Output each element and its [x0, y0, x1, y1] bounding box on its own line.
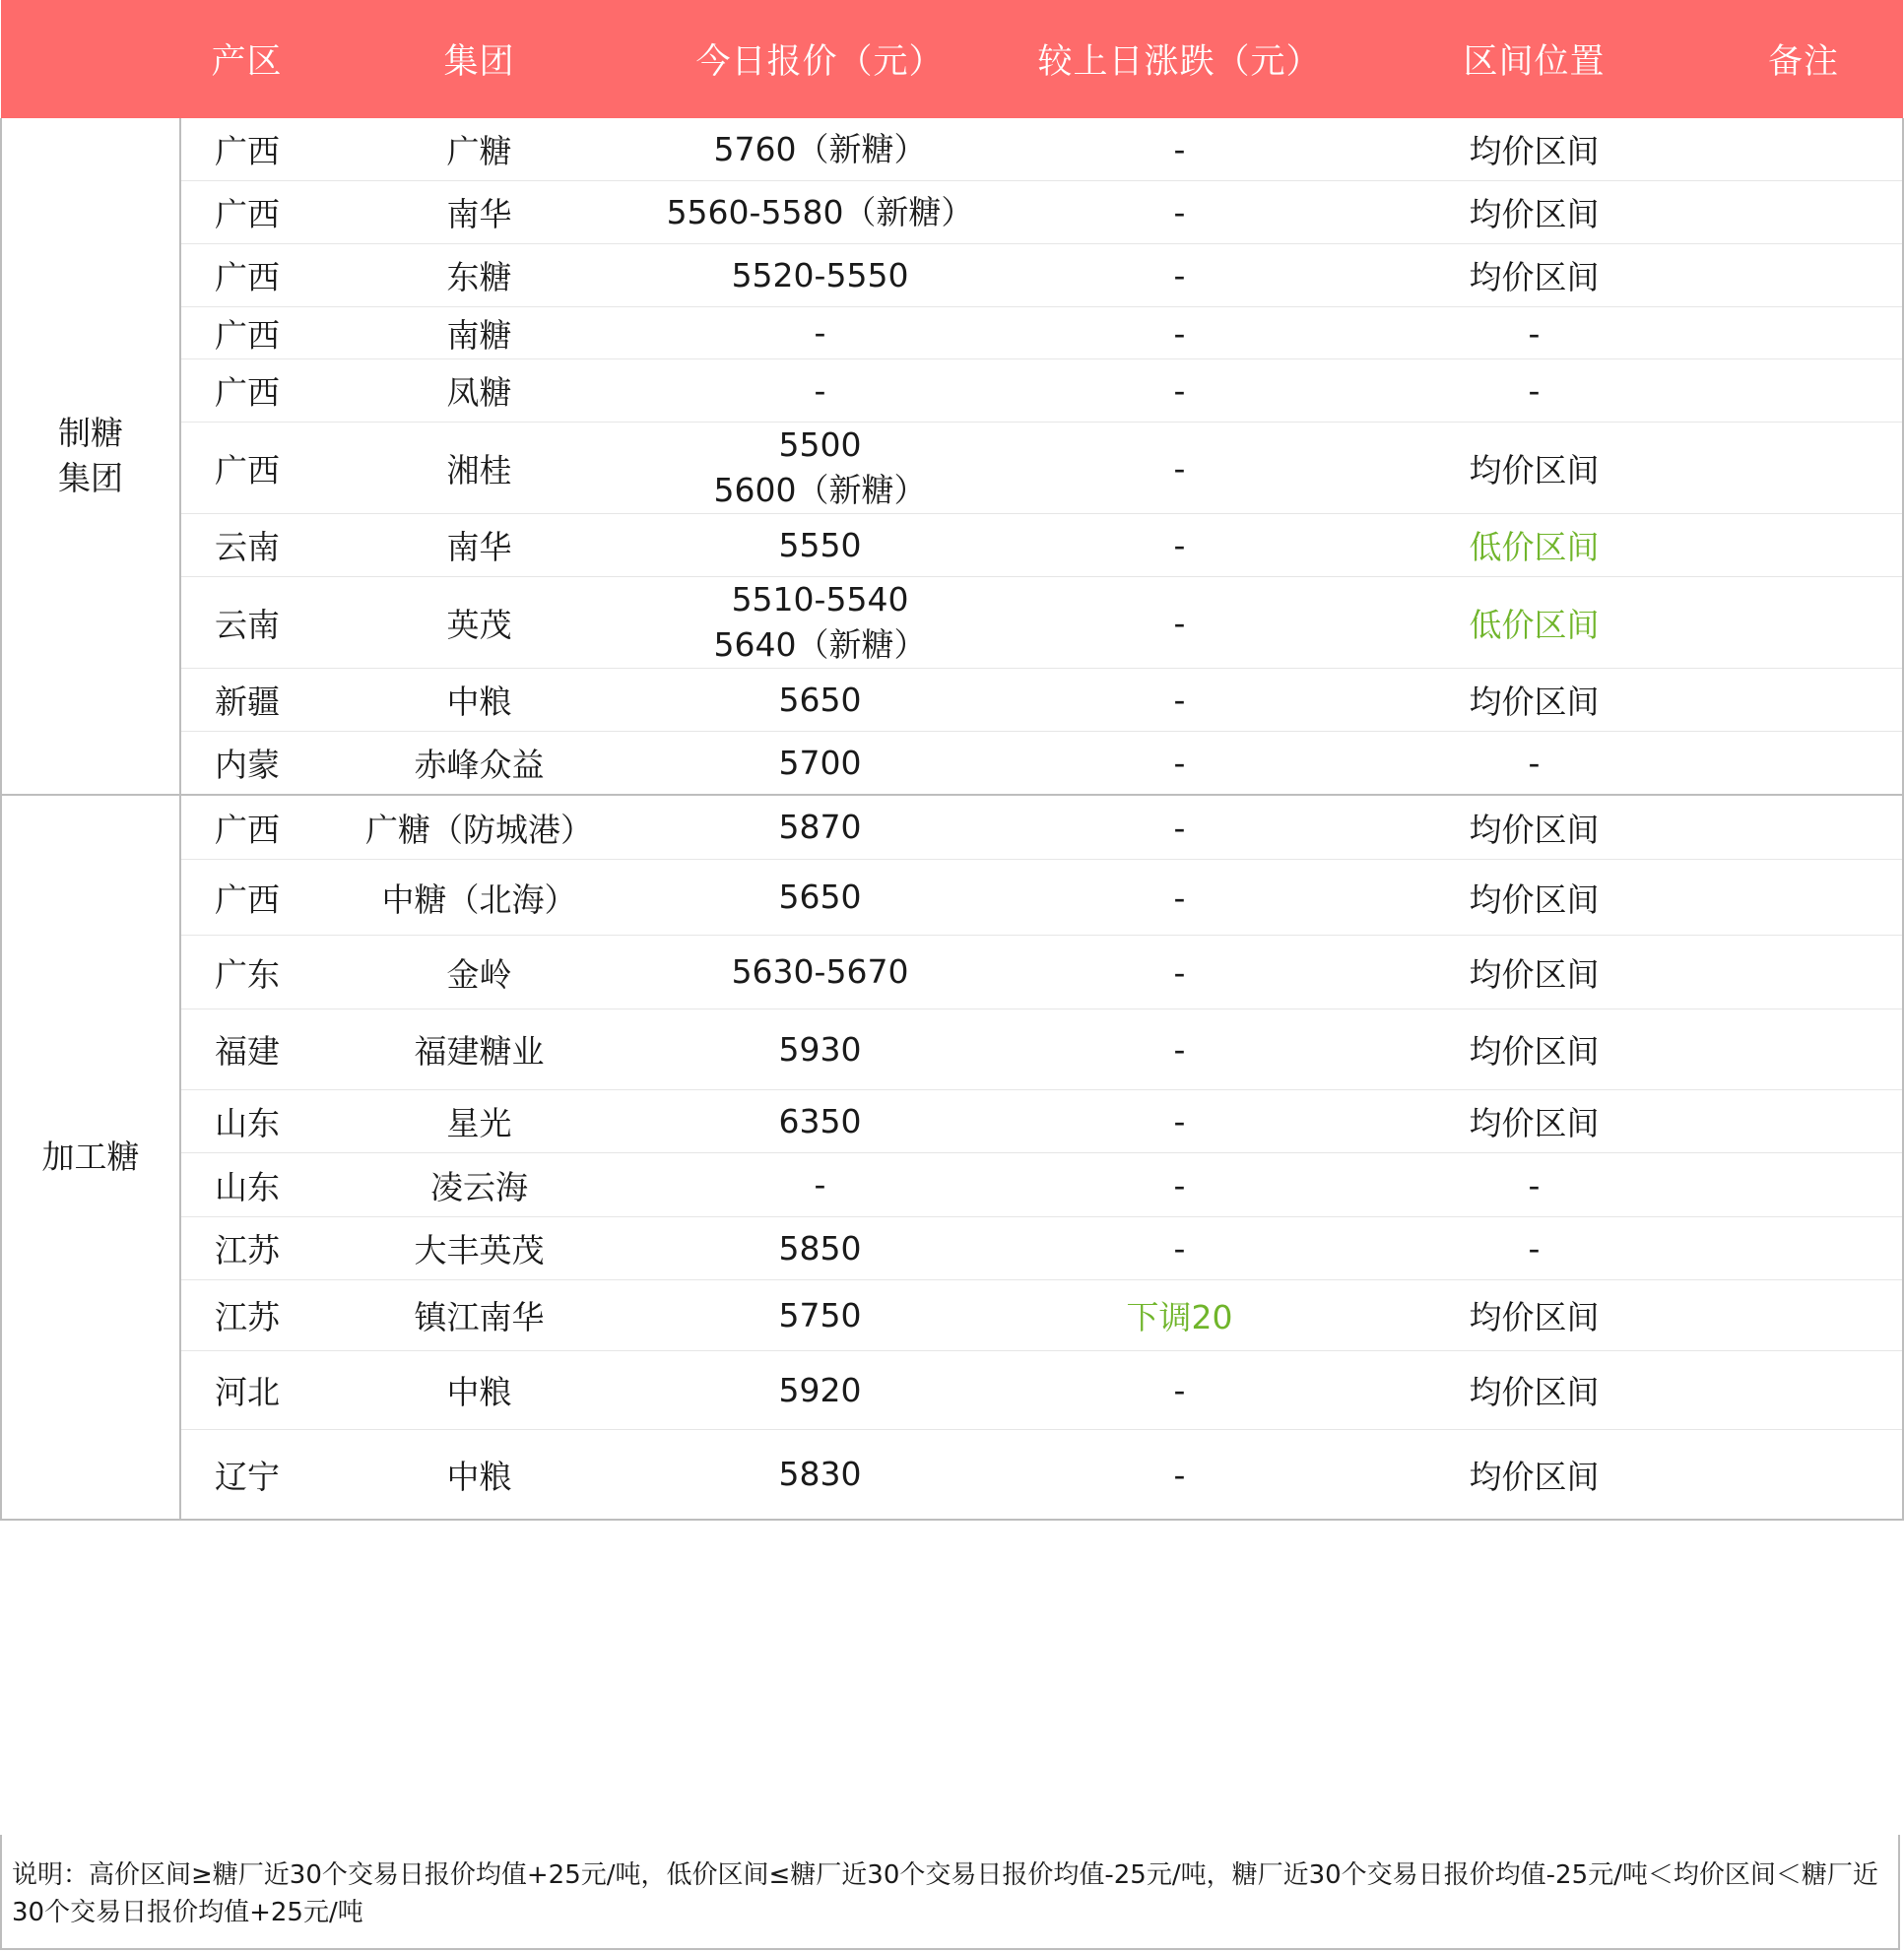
price-line: 6350 — [778, 1101, 862, 1140]
header-note: 备注 — [1704, 0, 1903, 118]
price-cell — [645, 181, 995, 244]
price-cell — [645, 732, 995, 796]
group-cell: 福建糖业 — [313, 1009, 645, 1090]
table-row — [1, 1280, 1903, 1351]
range-cell: 均价区间 — [1364, 423, 1704, 514]
range-cell: 均价区间 — [1364, 860, 1704, 936]
region-cell: 广西 — [180, 860, 313, 936]
region-cell: 辽宁 — [180, 1430, 313, 1521]
group-cell: 广糖（防城港） — [313, 795, 645, 860]
price-line: 5870 — [778, 808, 862, 846]
region-cell: 山东 — [180, 1153, 313, 1217]
price-line: 5630-5670 — [731, 952, 909, 991]
price-cell — [645, 244, 995, 307]
range-cell: 均价区间 — [1364, 669, 1704, 732]
range-cell: 均价区间 — [1364, 795, 1704, 860]
region-cell: 河北 — [180, 1351, 313, 1430]
price-line: 5830 — [778, 1455, 862, 1493]
note-cell — [1704, 359, 1903, 423]
change-cell: - — [995, 1153, 1364, 1217]
range-cell: - — [1364, 1217, 1704, 1280]
note-cell — [1704, 1153, 1903, 1217]
note-cell — [1704, 1351, 1903, 1430]
table-body — [1, 118, 1903, 1520]
range-cell: 均价区间 — [1364, 1351, 1704, 1430]
region-cell: 云南 — [180, 577, 313, 669]
price-cell — [645, 1280, 995, 1351]
price-cell — [645, 423, 995, 514]
note-cell — [1704, 669, 1903, 732]
note-cell — [1704, 423, 1903, 514]
region-cell: 江苏 — [180, 1280, 313, 1351]
change-cell: - — [995, 244, 1364, 307]
group-cell: 南糖 — [313, 307, 645, 359]
note-cell — [1704, 936, 1903, 1009]
price-line: 5760（新糖） — [713, 129, 927, 168]
table-row — [1, 1153, 1903, 1217]
table-row — [1, 795, 1903, 860]
change-cell: 下调20 — [995, 1280, 1364, 1351]
group-cell: 中粮 — [313, 1351, 645, 1430]
change-cell: - — [995, 577, 1364, 669]
note-cell — [1704, 860, 1903, 936]
group-cell: 中粮 — [313, 669, 645, 732]
price-cell — [645, 514, 995, 577]
header-region: 产区 — [180, 0, 313, 118]
group-cell: 镇江南华 — [313, 1280, 645, 1351]
price-line: 5510-5540 — [731, 580, 909, 618]
note-cell — [1704, 1430, 1903, 1521]
region-cell: 内蒙 — [180, 732, 313, 796]
header-range: 区间位置 — [1364, 0, 1704, 118]
change-cell: - — [995, 1430, 1364, 1521]
region-cell: 江苏 — [180, 1217, 313, 1280]
change-cell: - — [995, 795, 1364, 860]
group-cell: 凌云海 — [313, 1153, 645, 1217]
group-cell: 中粮 — [313, 1430, 645, 1521]
change-cell: - — [995, 307, 1364, 359]
region-cell: 山东 — [180, 1090, 313, 1153]
region-cell: 广西 — [180, 307, 313, 359]
change-cell: - — [995, 359, 1364, 423]
range-cell: - — [1364, 307, 1704, 359]
note-cell — [1704, 244, 1903, 307]
table-row — [1, 1217, 1903, 1280]
price-cell — [645, 118, 995, 181]
group-cell: 星光 — [313, 1090, 645, 1153]
change-cell: - — [995, 1351, 1364, 1430]
group-cell: 凤糖 — [313, 359, 645, 423]
range-cell: 低价区间 — [1364, 577, 1704, 669]
change-cell: - — [995, 936, 1364, 1009]
price-cell — [645, 1090, 995, 1153]
price-line: - — [814, 370, 826, 410]
note-cell — [1704, 307, 1903, 359]
group-cell: 南华 — [313, 514, 645, 577]
range-cell: 均价区间 — [1364, 1430, 1704, 1521]
price-cell — [645, 795, 995, 860]
region-cell: 福建 — [180, 1009, 313, 1090]
group-cell: 中糖（北海） — [313, 860, 645, 936]
note-cell — [1704, 1280, 1903, 1351]
table-row — [1, 359, 1903, 423]
table-row — [1, 118, 1903, 181]
region-cell: 新疆 — [180, 669, 313, 732]
price-line: 5560-5580（新糖） — [666, 192, 974, 231]
note-cell — [1704, 1009, 1903, 1090]
category-cell: 制糖集团 — [1, 118, 180, 795]
table-row — [1, 514, 1903, 577]
price-line: 5650 — [778, 680, 862, 719]
range-cell: 低价区间 — [1364, 514, 1704, 577]
change-cell: - — [995, 118, 1364, 181]
note-cell — [1704, 514, 1903, 577]
change-cell: - — [995, 423, 1364, 514]
table-row — [1, 577, 1903, 669]
price-line: 5500 — [778, 425, 862, 464]
price-line: 5550 — [778, 525, 862, 564]
region-cell: 广西 — [180, 359, 313, 423]
price-line: 5600（新糖） — [713, 471, 927, 509]
range-cell: 均价区间 — [1364, 1009, 1704, 1090]
note-cell — [1704, 1090, 1903, 1153]
range-cell: - — [1364, 359, 1704, 423]
price-line: 5700 — [778, 743, 862, 782]
price-cell — [645, 936, 995, 1009]
note-cell — [1704, 795, 1903, 860]
price-cell — [645, 307, 995, 359]
price-cell — [645, 1009, 995, 1090]
range-cell: 均价区间 — [1364, 244, 1704, 307]
group-cell: 南华 — [313, 181, 645, 244]
change-cell: - — [995, 181, 1364, 244]
category-cell: 加工糖 — [1, 795, 180, 1520]
price-line: - — [814, 1165, 826, 1204]
header-price: 今日报价（元） — [645, 0, 995, 118]
range-cell: 均价区间 — [1364, 1280, 1704, 1351]
price-cell — [645, 1153, 995, 1217]
group-cell: 广糖 — [313, 118, 645, 181]
table-row — [1, 1090, 1903, 1153]
price-cell — [645, 1217, 995, 1280]
price-line: 5650 — [778, 878, 862, 916]
table-row — [1, 1430, 1903, 1521]
note-cell — [1704, 181, 1903, 244]
group-cell: 赤峰众益 — [313, 732, 645, 796]
price-cell — [645, 577, 995, 669]
group-cell: 英茂 — [313, 577, 645, 669]
table-row — [1, 423, 1903, 514]
price-cell — [645, 1430, 995, 1521]
range-cell: 均价区间 — [1364, 1090, 1704, 1153]
change-cell: - — [995, 860, 1364, 936]
group-cell: 金岭 — [313, 936, 645, 1009]
price-line: 5750 — [778, 1295, 862, 1334]
range-cell: 均价区间 — [1364, 181, 1704, 244]
change-cell: - — [995, 1009, 1364, 1090]
note-cell — [1704, 1217, 1903, 1280]
change-cell: - — [995, 732, 1364, 796]
region-cell: 云南 — [180, 514, 313, 577]
change-cell: - — [995, 514, 1364, 577]
table-row — [1, 1009, 1903, 1090]
table-row — [1, 307, 1903, 359]
note-cell — [1704, 118, 1903, 181]
change-cell: - — [995, 1217, 1364, 1280]
note-cell — [1704, 732, 1903, 796]
price-line: 5640（新糖） — [713, 625, 927, 664]
range-cell: - — [1364, 1153, 1704, 1217]
group-cell: 湘桂 — [313, 423, 645, 514]
range-cell: 均价区间 — [1364, 936, 1704, 1009]
table-row — [1, 732, 1903, 796]
table-row — [1, 936, 1903, 1009]
region-cell: 广东 — [180, 936, 313, 1009]
group-cell: 大丰英茂 — [313, 1217, 645, 1280]
region-cell: 广西 — [180, 244, 313, 307]
change-cell: - — [995, 669, 1364, 732]
price-line: 5520-5550 — [731, 255, 909, 294]
change-cell: - — [995, 1090, 1364, 1153]
header-category — [1, 0, 180, 118]
note-cell — [1704, 577, 1903, 669]
table-row — [1, 181, 1903, 244]
price-line: 5930 — [778, 1029, 862, 1069]
price-line: - — [814, 313, 826, 352]
price-line: 5850 — [778, 1228, 862, 1268]
price-line: 5920 — [778, 1370, 862, 1409]
region-cell: 广西 — [180, 795, 313, 860]
header-row — [1, 0, 1903, 118]
price-cell — [645, 1351, 995, 1430]
region-cell: 广西 — [180, 423, 313, 514]
legend-note: 说明：高价区间≥糖厂近30个交易日报价均值+25元/吨，低价区间≤糖厂近30个交易日报价均值-25元/吨，糖厂近30个交易日报价均值-25元/吨＜均价区间＜糖厂近30个交易日报价均值+25元/吨 — [0, 1835, 1900, 1950]
group-cell: 东糖 — [313, 244, 645, 307]
price-cell — [645, 669, 995, 732]
region-cell: 广西 — [180, 118, 313, 181]
table-row — [1, 669, 1903, 732]
price-cell — [645, 860, 995, 936]
header-change: 较上日涨跌（元） — [995, 0, 1364, 118]
table-row — [1, 860, 1903, 936]
price-cell — [645, 359, 995, 423]
table-row — [1, 1351, 1903, 1430]
range-cell: 均价区间 — [1364, 118, 1704, 181]
table-row — [1, 244, 1903, 307]
region-cell: 广西 — [180, 181, 313, 244]
range-cell: - — [1364, 732, 1704, 796]
header-group: 集团 — [313, 0, 645, 118]
